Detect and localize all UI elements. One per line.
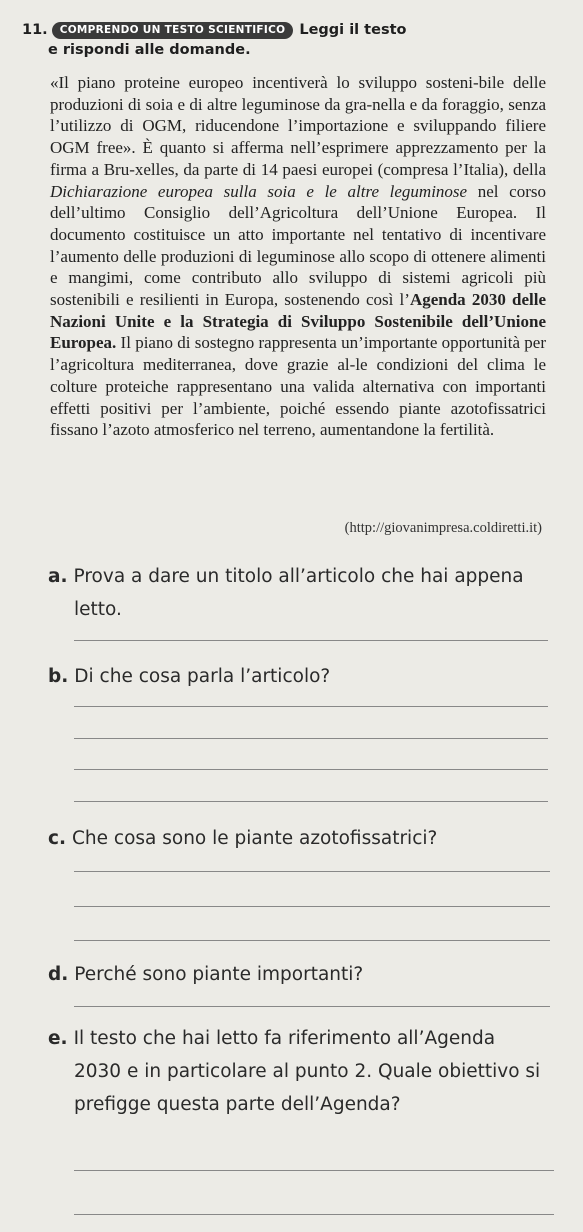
question-a-text-1: Prova a dare un titolo all’articolo che hai appena	[73, 566, 524, 587]
instruction-line-1: Leggi il testo	[299, 22, 407, 38]
question-letter: a.	[48, 566, 68, 587]
question-c-text: Che cosa sono le piante azotofissatrici?	[72, 828, 438, 849]
article-italic-title: Dichiarazione europea sulla soia e le altre leguminose	[50, 181, 468, 201]
exercise-header	[22, 20, 562, 60]
question-a-text-2: letto.	[74, 599, 122, 620]
article-text-part-1: «Il piano proteine europeo incentiverà lo sviluppo sosteni-bile delle produzioni di soia e di altre leguminose da gra-nella e da foraggio, senza l’utilizzo di OGM, riducendone l’importazione e sviluppando filiere OGM free». È quanto si afferma nell’esprimere apprezzamento per la firma a Bru-xelles, da parte di 14 paesi europei (compresa l’Italia), della	[50, 73, 546, 179]
question-e	[48, 1022, 558, 1121]
article-bold-agenda: Agenda 2030 delle Nazioni Unite e la Strategia di Sviluppo Sostenibile dell’Unione Europea.	[50, 290, 546, 353]
question-letter: c.	[48, 828, 66, 849]
question-e-text-3: prefigge questa parte dell’Agenda?	[74, 1094, 401, 1115]
answer-line[interactable]	[74, 706, 548, 707]
article-text	[50, 72, 546, 441]
question-letter: e.	[48, 1028, 68, 1049]
answer-line[interactable]	[74, 801, 548, 802]
question-d-text: Perché sono piante importanti?	[74, 964, 364, 985]
answer-line[interactable]	[74, 906, 550, 907]
question-d	[48, 958, 558, 991]
question-letter: d.	[48, 964, 69, 985]
question-e-text-2: 2030 e in particolare al punto 2. Quale obiettivo si	[74, 1061, 541, 1082]
exercise-number: 11.	[22, 22, 48, 38]
answer-line[interactable]	[74, 769, 548, 770]
answer-line[interactable]	[74, 1006, 550, 1007]
answer-line[interactable]	[74, 738, 548, 739]
article-text-part-2: nel corso dell’ultimo Consiglio dell’Agricoltura dell’Unione Europea. Il documento costituisce un atto importante nel tentativo di incentivare l’aumento delle produzioni di leguminose allo scopo di ottenere alimenti e mangimi, come contributo allo sviluppo di sistemi agricoli più sostenibili e resilienti in Europa, sostenendo così l’	[50, 181, 547, 310]
question-e-text-1: Il testo che hai letto fa riferimento all’Agenda	[73, 1028, 496, 1049]
answer-line[interactable]	[74, 940, 550, 941]
answer-line[interactable]	[74, 1214, 554, 1215]
question-b	[48, 660, 558, 693]
article-text-part-3: Il piano di sostegno rappresenta un’importante opportunità per l’agricoltura mediterranea, dove grazie al-le condizioni del clima le colture proteiche rappresentano una valida alternativa con importanti effetti positivi per l’ambiente, poiché essendo piante azotofissatrici fissano l’azoto atmosferico nel terreno, aumentandone la fertilità.	[50, 333, 546, 440]
instruction-line-2: e rispondi alle domande.	[48, 42, 251, 58]
question-a	[48, 560, 558, 626]
answer-line[interactable]	[74, 640, 548, 641]
answer-line[interactable]	[74, 871, 550, 872]
question-letter: b.	[48, 666, 69, 687]
article-source: (http://giovanimpresa.coldiretti.it)	[344, 520, 542, 536]
answer-line[interactable]	[74, 1170, 554, 1171]
article-paragraph	[50, 72, 546, 441]
question-c	[48, 822, 558, 855]
question-b-text: Di che cosa parla l’articolo?	[74, 666, 331, 687]
section-badge: COMPRENDO UN TESTO SCIENTIFICO	[52, 22, 294, 39]
